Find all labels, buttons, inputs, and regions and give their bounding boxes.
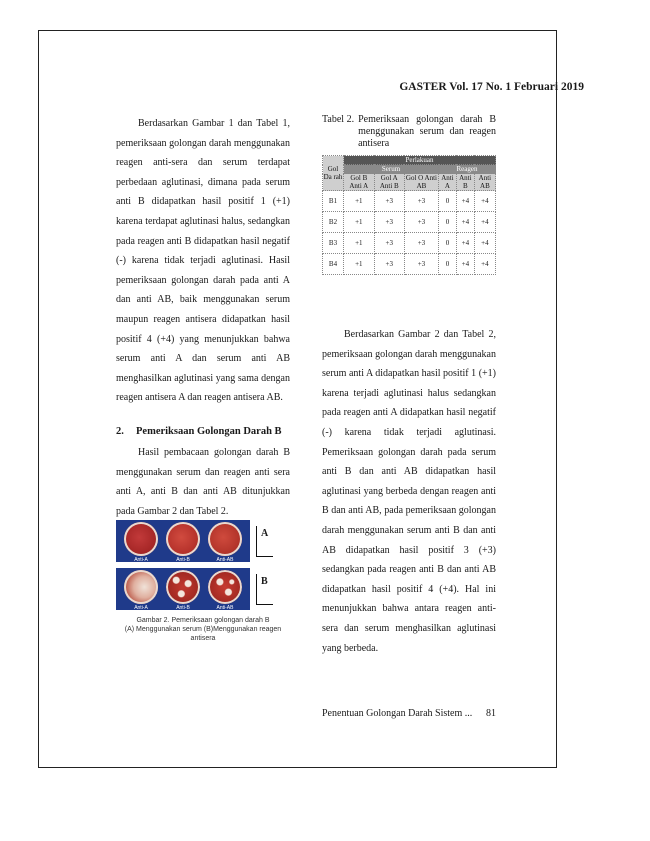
subheader: Anti B (456, 174, 474, 191)
plate-label: Anti-AB (216, 605, 234, 611)
right-column (322, 114, 496, 658)
subheader: Gol B Anti A (344, 174, 375, 191)
section-number: 2. (116, 425, 124, 437)
plate-label: Anti-B (176, 605, 190, 611)
table-cell: +3 (404, 254, 438, 275)
table-cell: +3 (374, 191, 404, 212)
table-cell: B1 (323, 191, 344, 212)
table-cell: +4 (456, 191, 474, 212)
subheader: Anti AB (474, 174, 495, 191)
table-cell: +1 (344, 233, 375, 254)
plate-label: Anti-A (134, 557, 148, 563)
label-bracket-a (256, 526, 273, 557)
table-cell: +4 (474, 191, 495, 212)
plate-panel-b (116, 568, 250, 610)
paragraph-3: Berdasarkan Gambar 2 dan Tabel 2, pemeriksaan golongan darah menggunakan serum anti A didapatkan hasil positif 1 (+1) karena terjadi aglutinasi halus sedangkan pada reagen anti A didapatkan hasil negatif (-) karena tidak terjadi aglutinasi. Pemeriksaan golongan darah pada serum anti B dan anti AB didapatkan hasil aglutinasi yang berbeda dengan reagen anti B dan anti AB, pada pemeriksaan golongan darah menggunakan serum anti B dan anti AB didapatkan hasil positif 3 (+3) sedangkan pada reagen anti B dan anti AB didapatkan hasil positif 4 (+4). Hal ini menunjukkan bahwa antara reagen anti-sera dan serum menghasilkan aglutinasi yang berbeda. (322, 329, 496, 654)
plate-reagen-anti-ab (208, 570, 242, 604)
left-column (116, 114, 290, 521)
table-cell: +3 (404, 233, 438, 254)
table-cell: +1 (344, 212, 375, 233)
table-cell: +3 (374, 233, 404, 254)
plate-row-a (116, 520, 290, 562)
table-cell: +4 (456, 233, 474, 254)
plate-label: Anti-A (134, 605, 148, 611)
header-perlakuan: Perlakuan (344, 156, 496, 165)
table-cell: +4 (456, 254, 474, 275)
table-cell: +3 (374, 254, 404, 275)
table-row (323, 254, 496, 275)
figure-2 (116, 520, 290, 643)
table-cell: 0 (439, 254, 457, 275)
header-reagen: Reagen (439, 165, 496, 174)
plate-serum-anti-a (124, 522, 158, 556)
journal-header: GASTER Vol. 17 No. 1 Februari 2019 (399, 81, 584, 93)
page-footer (322, 708, 496, 719)
plate-serum-anti-ab (208, 522, 242, 556)
table-cell: 0 (439, 212, 457, 233)
plate-serum-anti-b (166, 522, 200, 556)
plate-row-b (116, 568, 290, 610)
plate-reagen-anti-a (124, 570, 158, 604)
table-cell: 0 (439, 191, 457, 212)
table-caption (322, 114, 496, 150)
table-cell: +1 (344, 191, 375, 212)
plate-panel-a (116, 520, 250, 562)
figure-caption-line-2: (A) Menggunakan serum (B)Menggunakan reagen antisera (124, 626, 282, 642)
label-bracket-b (256, 574, 273, 605)
paragraph-1: Berdasarkan Gambar 1 dan Tabel 1, pemeriksaan golongan darah menggunakan reagen anti-sera dan serum terdapat perbedaan aglutinasi, dimana pada serum anti B didapatkan hasil positif 1 (+1) karena terdapat aglutinasi halus, sedangkan pada reagen anti B didapatkan hasil negatif (-) karena tidak terjadi aglutinasi. Hasil pemeriksaan golongan darah pada anti A dan anti AB, baik menggunakan serum maupun reagen antisera didapatkan hasil positif 4 (+4) yang menunjukkan bahwa serum anti A dan serum anti AB menghasilkan aglutinasi yang sama dengan reagen antisera A dan reagen antisera AB. (116, 118, 290, 404)
page-number: 81 (486, 708, 496, 719)
section-heading (116, 426, 290, 437)
blood-type-table (322, 155, 496, 275)
table-caption-label: Tabel 2. (322, 114, 355, 125)
figure-caption-line-1: Gambar 2. Pemeriksaan golongan darah B (136, 617, 270, 624)
table-caption-text: Pemeriksaan golongan darah B menggunakan serum dan reagen antisera (358, 114, 496, 149)
subheader: Anti A (439, 174, 457, 191)
section-title: Pemeriksaan Golongan Darah B (136, 425, 282, 437)
header-gol-darah: Gol Da rah (323, 156, 344, 191)
table-cell: +4 (474, 254, 495, 275)
table-cell: B4 (323, 254, 344, 275)
plate-label: Anti-AB (216, 557, 234, 563)
figure-caption (116, 616, 290, 643)
table-row (323, 233, 496, 254)
table-row (323, 212, 496, 233)
plate-reagen-anti-b (166, 570, 200, 604)
subheader: Gol O Anti AB (405, 174, 438, 190)
table-row (323, 191, 496, 212)
running-title: Penentuan Golongan Darah Sistem ... (322, 708, 473, 719)
table-cell: +4 (456, 212, 474, 233)
paragraph-2: Hasil pembacaan golongan darah B menggunakan serum dan reagen anti sera anti A, anti B dan anti AB ditunjukkan pada Gambar 2 dan Tabel 2. (116, 446, 290, 517)
table-cell: B2 (323, 212, 344, 233)
table-cell: +3 (404, 212, 438, 233)
row-label-b: B (261, 575, 268, 587)
table-cell: B3 (323, 233, 344, 254)
header-serum: Serum (344, 165, 439, 174)
table-cell: +4 (474, 212, 495, 233)
plate-label: Anti-B (176, 557, 190, 563)
table-cell: +4 (474, 233, 495, 254)
table-cell: +3 (404, 191, 438, 212)
table-cell: +3 (374, 212, 404, 233)
table-cell: +1 (344, 254, 375, 275)
row-label-a: A (261, 527, 269, 539)
subheader: Gol A Anti B (374, 174, 404, 191)
table-cell: 0 (439, 233, 457, 254)
